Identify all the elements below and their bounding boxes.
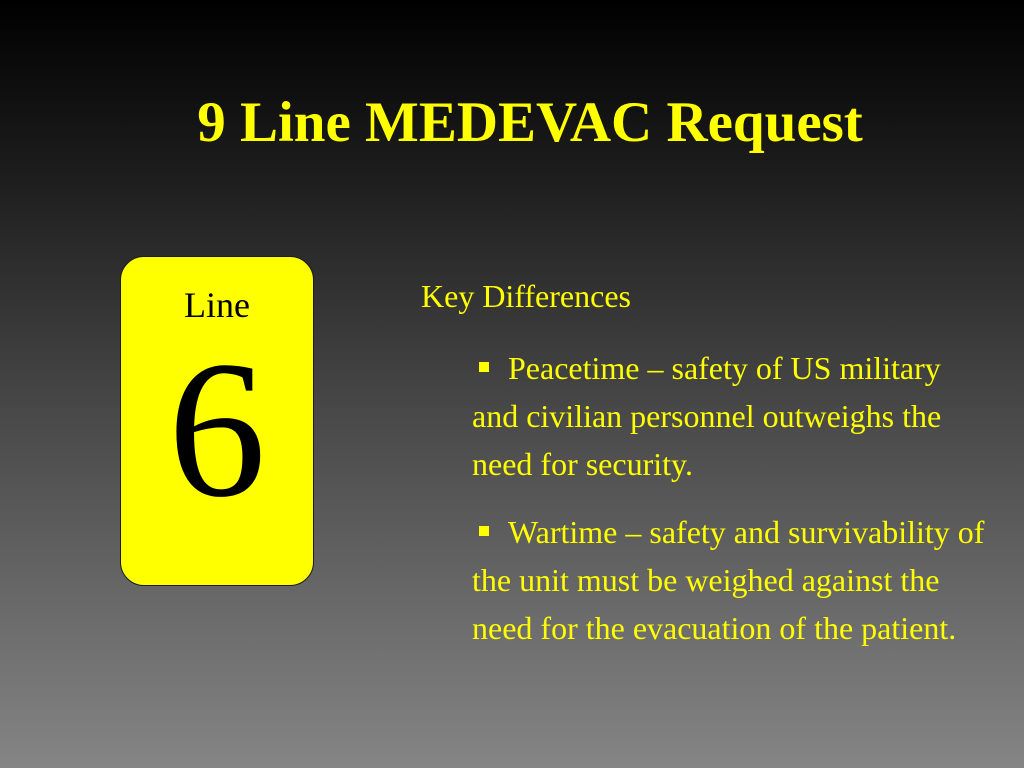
slide-title: 9 Line MEDEVAC Request <box>197 91 863 154</box>
bullet-list <box>421 344 1011 652</box>
line-label: Line <box>184 285 250 325</box>
bullet-text: Peacetime – safety of US military and civilian personnel outweighs the need for security. <box>472 350 942 482</box>
line-number: 6 <box>168 321 266 538</box>
content-heading: Key Differences <box>421 278 631 314</box>
bullet-peacetime <box>472 344 992 488</box>
bullet-text: Wartime – safety and survivability of the unit must be weighed against the need for the evacuation of the patient. <box>472 514 985 646</box>
line-number-card <box>120 256 314 586</box>
square-bullet-icon <box>479 526 489 536</box>
bullet-wartime <box>472 508 992 652</box>
content-block <box>421 276 1011 652</box>
square-bullet-icon <box>479 362 489 372</box>
